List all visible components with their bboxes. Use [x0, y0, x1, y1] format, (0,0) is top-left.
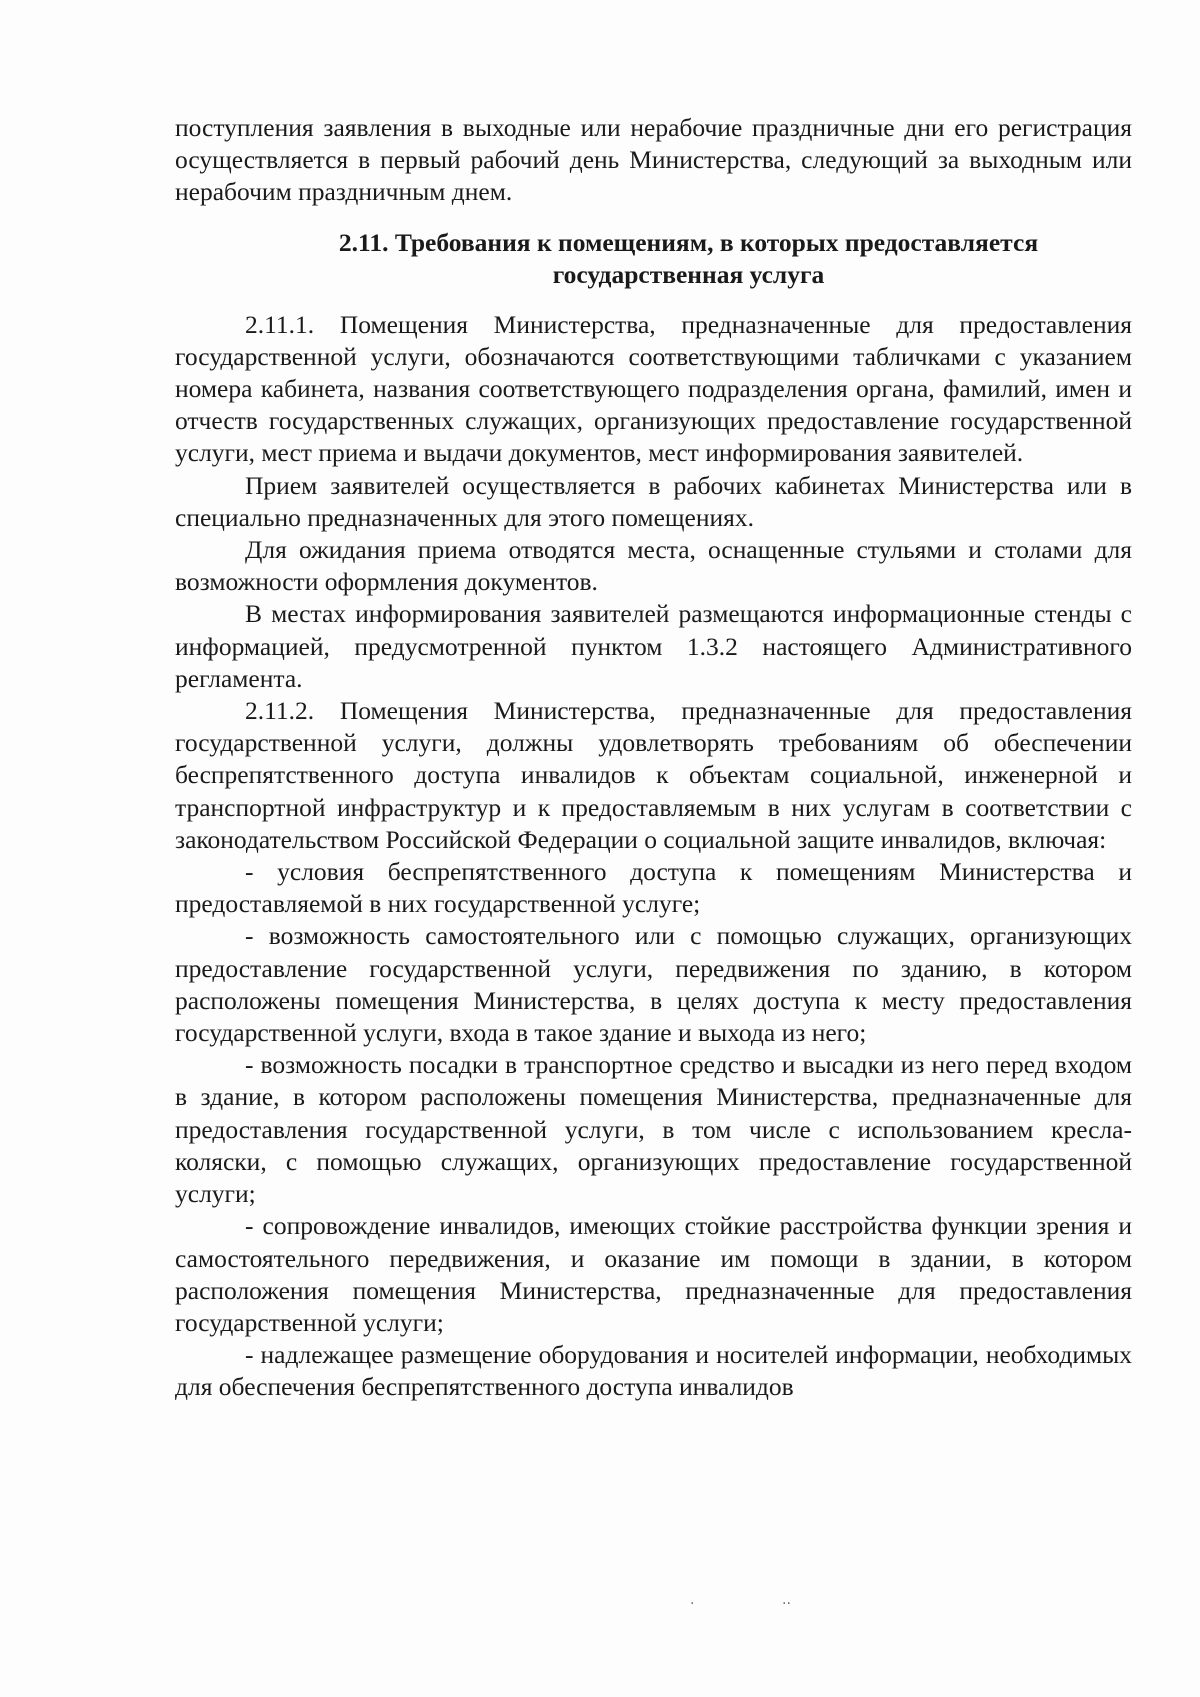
paragraph-2-11-1: 2.11.1. Помещения Министерства, предназначенные для предоставления государственной услуги, обозначаются соответствующими табличками с указанием номера кабинета, названия соответствующего подразделения органа, фамилий, имен и отчеств государственных служащих, организующих предоставление государственной услуги, мест приема и выдачи документов, мест информирования заявителей. [175, 309, 1132, 468]
paragraph-intro: поступления заявления в выходные или нерабочие праздничные дни его регистрация осуществляется в первый рабочий день Министерства, следующий за выходным или нерабочим праздничным днем. [175, 113, 1132, 207]
list-item: - условия беспрепятственного доступа к помещениям Министерства и предоставляемой в них государственной услуге; [175, 857, 1132, 919]
scan-artifact: · [690, 1596, 695, 1612]
paragraph-reception: Прием заявителей осуществляется в рабочих кабинетах Министерства или в специально предназначенных для этого помещениях. [175, 470, 1132, 532]
paragraph-waiting: Для ожидания приема отводятся места, оснащенные стульями и столами для возможности оформления документов. [175, 535, 1132, 597]
paragraph-stands: В местах информирования заявителей размещаются информационные стенды с информацией, предусмотренной пунктом 1.3.2 настоящего Административного регламента. [175, 599, 1132, 693]
list-item: - возможность посадки в транспортное средство и высадки из него перед входом в здание, в котором расположены помещения Министерства, предназначенные для предоставления государственной услуги, в том числе с использованием кресла-коляски, с помощью служащих, организующих предоставление государственной услуги; [175, 1050, 1132, 1209]
scan-artifact: ·· [782, 1596, 791, 1612]
list-item: - надлежащее размещение оборудования и носителей информации, необходимых для обеспечения беспрепятственного доступа инвалидов [175, 1340, 1132, 1402]
list-item: - возможность самостоятельного или с помощью служащих, организующих предоставление государственной услуги, передвижения по зданию, в котором расположены помещения Министерства, в целях доступа к месту предоставления государственной услуги, входа в такое здание и выхода из него; [175, 921, 1132, 1048]
document-body [175, 112, 1132, 1404]
list-item: - сопровождение инвалидов, имеющих стойкие расстройства функции зрения и самостоятельного передвижения, и оказание им помощи в здании, в котором расположения помещения Министерства, предназначенные для предоставления государственной услуги; [175, 1211, 1132, 1337]
section-heading: 2.11. Требования к помещениям, в которых предоставляется государственная услуга [338, 227, 1039, 289]
paragraph-2-11-2: 2.11.2. Помещения Министерства, предназначенные для предоставления государственной услуги, должны удовлетворять требованиям об обеспечении беспрепятственного доступа инвалидов к объектам социальной, инженерной и транспортной инфраструктур и к предоставляемым в них услугам в соответствии с законодательством Российской Федерации о социальной защите инвалидов, включая: [175, 696, 1132, 854]
